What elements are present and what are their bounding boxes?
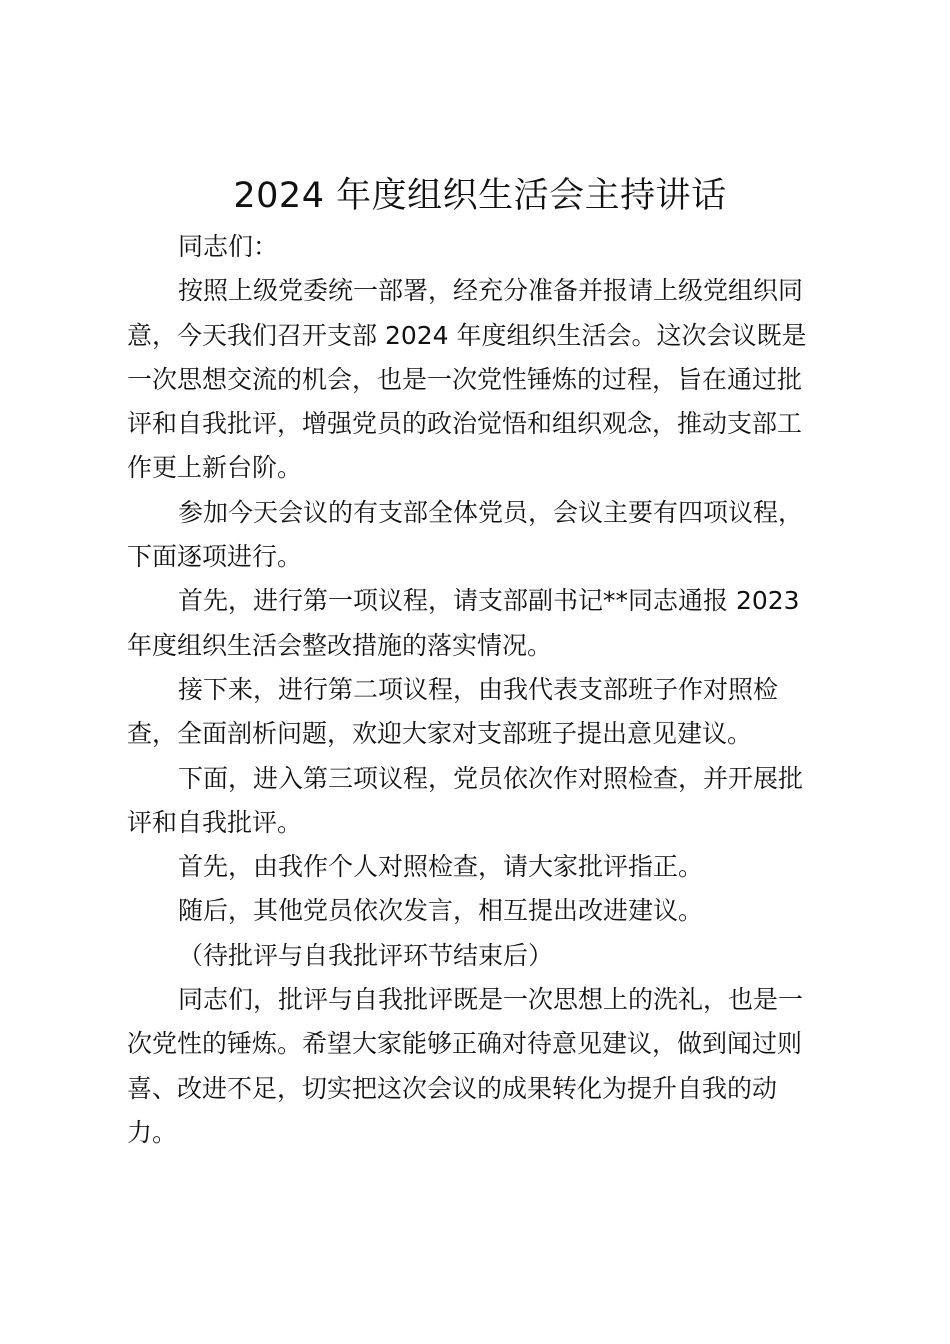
body-line: 作更上新台阶。 <box>127 453 303 483</box>
body-line: 意，今天我们召开支部 2024 年度组织生活会。这次会议既是 <box>127 320 807 350</box>
body-line: 同志们： <box>178 232 279 261</box>
body-line: 喜、改进不足，切实把这次会议的成果转化为提升自我的动 <box>127 1073 778 1103</box>
body-line: 年度组织生活会整改措施的落实情况。 <box>127 630 553 660</box>
body-line: 参加今天会议的有支部全体党员，会议主要有四项议程， <box>178 497 804 527</box>
body-line: 评和自我批评，增强党员的政治觉悟和组织观念，推动支部工 <box>127 409 803 439</box>
body-line: （待批评与自我批评环节结束后） <box>178 940 554 970</box>
document-title: 2024 年度组织生活会主持讲话 <box>233 176 727 216</box>
body-line: 下面，进入第三项议程，党员依次作对照检查，并开展批 <box>178 763 804 793</box>
body-line: 首先，进行第一项议程，请支部副书记**同志通报 2023 <box>178 586 800 616</box>
body-line: 下面逐项进行。 <box>127 542 303 572</box>
body-line: 首先，由我作个人对照检查，请大家批评指正。 <box>178 852 704 882</box>
body-line: 次党性的锤炼。希望大家能够正确对待意见建议，做到闻过则 <box>127 1029 803 1059</box>
body-line: 查，全面剖析问题，欢迎大家对支部班子提出意见建议。 <box>127 719 753 749</box>
body-line: 力。 <box>127 1117 178 1147</box>
body-line: 一次思想交流的机会，也是一次党性锤炼的过程，旨在通过批 <box>127 364 803 394</box>
body-line: 评和自我批评。 <box>127 807 303 837</box>
document-body <box>127 225 827 1155</box>
body-line: 同志们，批评与自我批评既是一次思想上的洗礼，也是一 <box>178 985 804 1015</box>
body-line: 按照上级党委统一部署，经充分准备并报请上级党组织同 <box>178 276 804 306</box>
body-line: 随后，其他党员依次发言，相互提出改进建议。 <box>178 896 704 926</box>
body-line: 接下来，进行第二项议程，由我代表支部班子作对照检 <box>178 674 779 704</box>
